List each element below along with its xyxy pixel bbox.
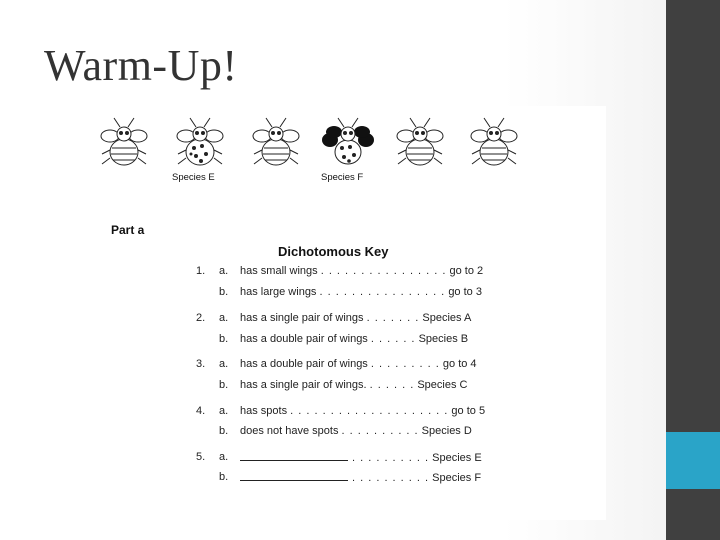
key-dots: . . . . . . . xyxy=(366,312,420,324)
key-num: 4. xyxy=(196,405,206,417)
key-text: has a single pair of wings. xyxy=(240,379,367,391)
key-dots: . . . . . . . . . . . . . . . . xyxy=(319,286,446,298)
key-num: 2. xyxy=(196,312,206,324)
key-result: go to 5 xyxy=(451,405,486,417)
bug-species-f-icon xyxy=(320,114,376,172)
key-dots: . . . . . . . . . xyxy=(370,358,440,370)
key-letter: a. xyxy=(219,451,229,463)
key-result: Species E xyxy=(432,452,482,464)
key-letter: b. xyxy=(219,425,229,437)
key-result: Species B xyxy=(418,333,469,345)
key-dots: . . . . . . . . . . . . . . . . xyxy=(320,265,447,277)
slide-side-accent xyxy=(666,432,720,489)
key-text: has a single pair of wings xyxy=(240,312,364,324)
key-result: go to 4 xyxy=(442,358,477,370)
key-dots: . . . . . . xyxy=(369,379,415,391)
bug-1-icon xyxy=(96,114,152,172)
key-dots: . . . . . . . . . . . . . . . . . . . . xyxy=(290,405,449,417)
key-text: has large wings xyxy=(240,286,317,298)
species-e-label: Species E xyxy=(172,172,215,183)
key-result: Species D xyxy=(421,425,472,437)
key-result: Species F xyxy=(432,472,482,484)
key-num: 5. xyxy=(196,451,206,463)
key-text: has spots xyxy=(240,405,288,417)
key-num: 3. xyxy=(196,358,206,370)
species-f-label: Species F xyxy=(321,172,364,183)
key-text: has a double pair of wings xyxy=(240,333,368,345)
key-letter: a. xyxy=(219,312,229,324)
worksheet-image xyxy=(86,106,606,520)
key-letter: b. xyxy=(219,286,229,298)
bug-3-icon xyxy=(248,114,304,172)
key-dots: . . . . . . . . . . xyxy=(352,472,430,484)
key-text: does not have spots xyxy=(240,425,339,437)
key-title: Dichotomous Key xyxy=(278,244,389,259)
key-dots: . . . . . . xyxy=(370,333,416,345)
key-num: 1. xyxy=(196,265,206,277)
key-dots: . . . . . . . . . . xyxy=(341,425,419,437)
part-label: Part a xyxy=(111,223,145,237)
key-letter: b. xyxy=(219,379,229,391)
key-letter: b. xyxy=(219,471,229,483)
key-letter: a. xyxy=(219,358,229,370)
bug-6-icon xyxy=(466,114,522,172)
key-result: Species C xyxy=(417,379,468,391)
bug-species-e-icon xyxy=(172,114,228,172)
key-text: has a double pair of wings xyxy=(240,358,368,370)
key-result: go to 3 xyxy=(448,286,482,298)
blank-line xyxy=(240,451,348,461)
key-text: has small wings xyxy=(240,265,318,277)
key-letter: b. xyxy=(219,333,229,345)
key-letter: a. xyxy=(219,265,229,277)
blank-line xyxy=(240,471,348,481)
key-result: Species A xyxy=(422,312,472,324)
slide-title: Warm-Up! xyxy=(44,41,238,90)
key-dots: . . . . . . . . . . xyxy=(352,452,430,464)
key-letter: a. xyxy=(219,405,229,417)
bug-5-icon xyxy=(392,114,448,172)
key-result: go to 2 xyxy=(449,265,484,277)
